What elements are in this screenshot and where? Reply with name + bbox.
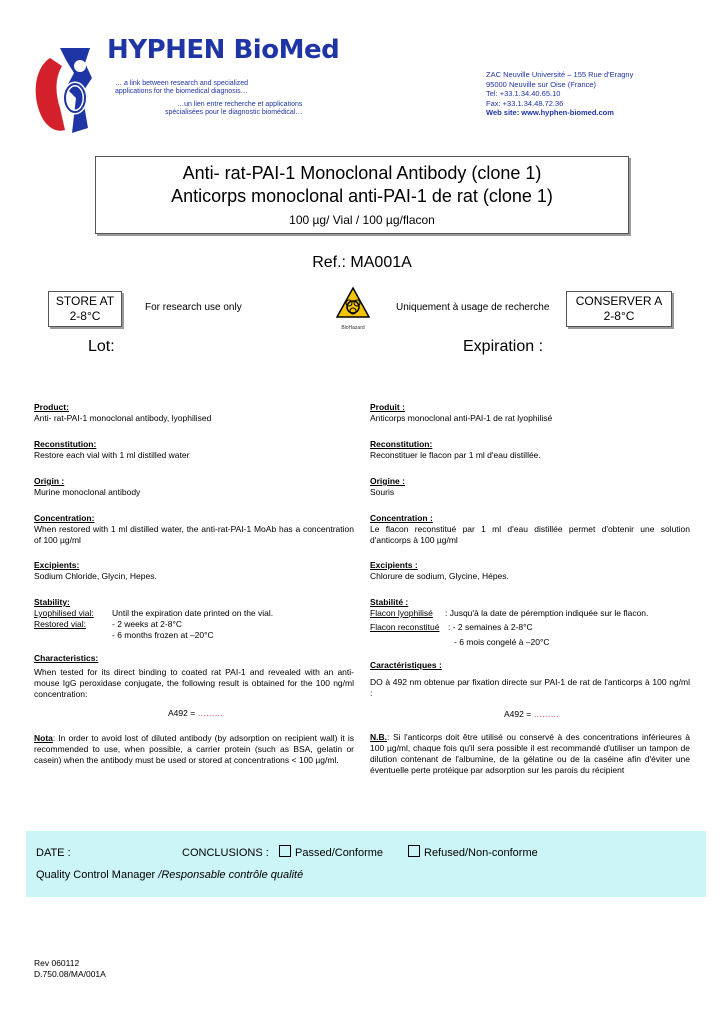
reconstitution-fr-heading: Reconstitution: <box>370 439 433 449</box>
passed-option[interactable]: Passed/Conforme <box>279 845 383 859</box>
stability-lyo-label: Lyophilised vial: <box>34 608 94 618</box>
excipients-heading: Excipients: <box>34 560 80 570</box>
french-column <box>370 402 690 776</box>
store-at-box-en: STORE AT 2-8°C <box>48 291 122 327</box>
refused-option[interactable]: Refused/Non-conforme <box>408 845 538 859</box>
biohazard-label: BioHazard <box>341 325 365 331</box>
stabilite-heading: Stabilité : <box>370 597 409 607</box>
passed-checkbox[interactable] <box>279 845 291 857</box>
reconstitution-text: Restore each vial with 1 ml distilled water <box>34 450 190 460</box>
document-code: D.750.08/MA/001A <box>34 969 106 979</box>
stability-restored-label: Restored vial: <box>34 619 86 629</box>
revision-number: Rev 060112 <box>34 958 80 968</box>
research-only-en: For research use only <box>145 302 242 313</box>
origin-heading: Origin : <box>34 476 65 486</box>
nota-paragraph: Nota: In order to avoid lost of diluted antibody (by adsorption on recipient wall) it is recommended to use, when possible, a carrier protein (such as BSA, gelatin or casein) when the antibody must be used or stored at concentrations < 100 µg/ml. <box>34 733 354 765</box>
title-fr: Anticorps monoclonal anti-PAI-1 de rat (clone 1) <box>171 186 553 206</box>
stability-lyo-text: Until the expiration date printed on the vial. <box>112 608 274 618</box>
stabilite-table <box>370 608 690 648</box>
tagline-fr: …un lien entre recherche et applications spécialisées pour le diagnostic biomédical… <box>165 101 303 116</box>
origine-text: Souris <box>370 487 395 497</box>
title-quantity: 100 µg/ Vial / 100 µg/flacon <box>289 213 435 227</box>
product-text: Anti- rat-PAI-1 monoclonal antibody, lyophilised <box>34 413 212 423</box>
stability-restored-2: - 6 months frozen at –20°C <box>112 630 214 640</box>
a492-result-fr: A492 = ……… <box>504 709 560 719</box>
company-address: ZAC Neuville Université – 155 Rue d'Eragny 95000 Neuville sur Oise (France) Tel: +33.1.34.40.65.10 Fax: +33.1.34.48.72.36 Web site: www.hyphen-biomed.com <box>486 70 634 117</box>
stability-restored-1: - 2 weeks at 2-8°C <box>112 619 183 629</box>
caracteristiques-text: DO à 492 nm obtenue par fixation directe sur PAI-1 de rat de l'anticorps à 100 ng/ml : <box>370 677 690 698</box>
quality-control-panel <box>26 831 706 897</box>
origin-text: Murine monoclonal antibody <box>34 487 141 497</box>
date-label: DATE : <box>36 847 71 859</box>
qc-manager-label: Quality Control Manager /Responsable contrôle qualité <box>36 869 304 881</box>
concentration-text: When restored with 1 ml distilled water, the anti-rat-PAI-1 MoAb has a concentration of 100 µg/ml <box>34 524 354 545</box>
excipients-fr-text: Chlorure de sodium, Glycine, Hépes. <box>370 571 509 581</box>
stabilite-lyo-label: Flacon lyophilisé <box>370 608 433 618</box>
lot-label: Lot: <box>88 338 115 355</box>
store-at-box-fr: CONSERVER A 2-8°C <box>566 291 672 327</box>
brand-name: HYPHEN BioMed <box>107 35 340 65</box>
title-en: Anti- rat-PAI-1 Monoclonal Antibody (clone 1) <box>182 163 542 183</box>
origine-heading: Origine : <box>370 476 405 486</box>
product-heading: Product: <box>34 402 69 412</box>
nb-paragraph: N.B.: Si l'anticorps doit être utilisé ou conservé à des concentrations inférieures à 100 µg/ml, chaque fois qu'il sera possible il est recommandé d'utiliser un tampon de dilution contenant de l'albumine, de la gélatine ou de la caséine afin d'éviter une éventuelle perte protéique par adsorption sur les parois du récipient <box>370 732 690 775</box>
concentration-heading: Concentration: <box>34 513 95 523</box>
produit-heading: Produit : <box>370 402 405 412</box>
document-footer <box>34 958 106 980</box>
stabilite-lyo-text: : Jusqu'à la date de péremption indiquée sur le flacon. <box>445 608 649 618</box>
reconstitution-fr-text: Reconstituer le flacon par 1 ml d'eau distillée. <box>370 450 541 460</box>
concentration-fr-text: Le flacon reconstitué par 1 ml d'eau distillée permet d'obtenir une solution d'anticorps à 100 µg/ml <box>370 524 690 545</box>
stabilite-reconst-2: - 6 mois congelé à –20°C <box>454 637 550 647</box>
characteristics-heading: Characteristics: <box>34 653 99 663</box>
produit-text: Anticorps monoclonal anti-PAI-1 de rat lyophilisé <box>370 413 553 423</box>
biohazard-icon <box>336 286 370 331</box>
hyphen-logo-icon <box>30 38 110 138</box>
reconstitution-heading: Reconstitution: <box>34 439 97 449</box>
a492-result: A492 = ……… <box>168 708 224 718</box>
excipients-fr-heading: Excipients : <box>370 560 418 570</box>
product-title-box <box>95 156 629 234</box>
refused-checkbox[interactable] <box>408 845 420 857</box>
stability-table <box>34 608 354 641</box>
tagline-en: … a link between research and specialized applications for the biomedical diagnosis… <box>115 80 249 95</box>
reference-number: Ref.: MA001A <box>312 254 412 271</box>
characteristics-text: When tested for its direct binding to coated rat PAI-1 and revealed with an anti-mouse IgG peroxidase conjugate, the following result is obtained for the 100 ng/ml concentration: <box>34 667 354 699</box>
stability-heading: Stability: <box>34 597 70 607</box>
website-link[interactable]: Web site: www.hyphen-biomed.com <box>486 108 614 117</box>
expiration-label: Expiration : <box>463 338 544 355</box>
conclusions-label: CONCLUSIONS : <box>182 847 269 859</box>
excipients-text: Sodium Chloride, Glycin, Hepes. <box>34 571 157 581</box>
research-only-fr: Uniquement à usage de recherche <box>396 302 550 313</box>
stabilite-reconst-label: Flacon reconstitué <box>370 622 440 632</box>
stabilite-reconst-1: : - 2 semaines à 2-8°C <box>448 622 533 632</box>
concentration-fr-heading: Concentration : <box>370 513 433 523</box>
english-column <box>34 402 354 766</box>
caracteristiques-heading: Caractéristiques : <box>370 660 442 670</box>
